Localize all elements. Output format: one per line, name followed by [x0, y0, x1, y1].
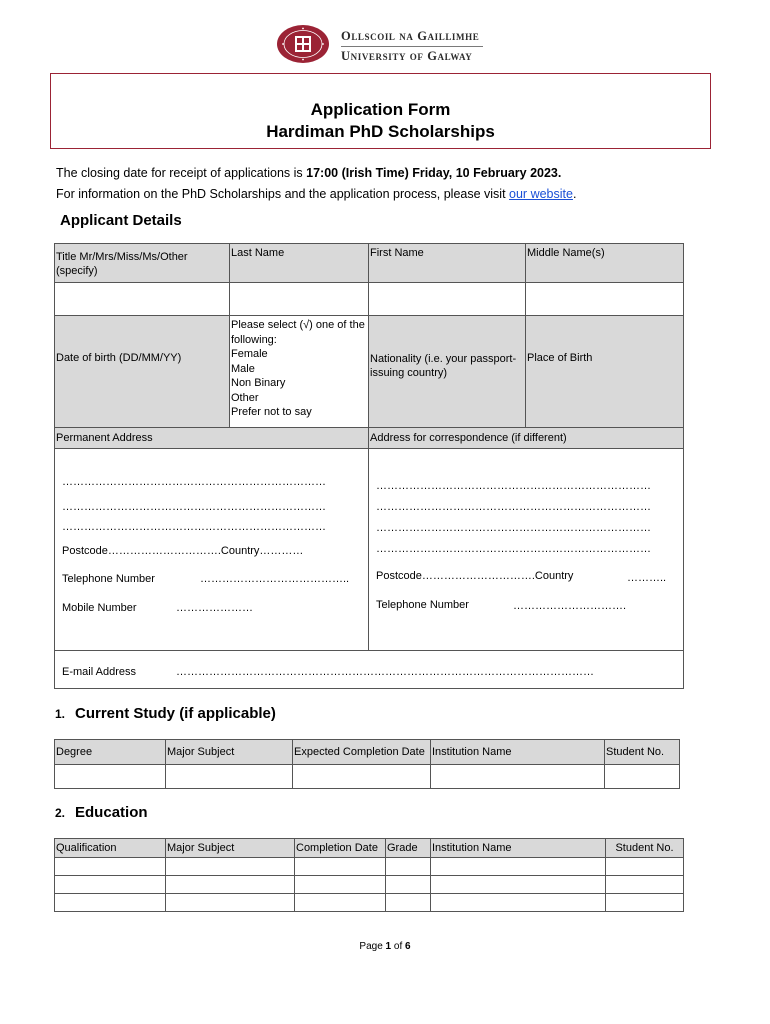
- intro-text: [56, 163, 576, 205]
- edu-row1-grade[interactable]: [386, 858, 431, 876]
- university-name-irish: Ollscoil na Gaillimhe: [341, 29, 480, 43]
- edu-row2-qualification[interactable]: [55, 876, 166, 894]
- institution-col-header: Institution Name: [431, 740, 605, 765]
- edu-row3-student-no[interactable]: [606, 894, 684, 912]
- applicant-details-heading: Applicant Details: [60, 212, 182, 229]
- edu-row2-institution[interactable]: [431, 876, 606, 894]
- university-name: [341, 29, 483, 64]
- last-name-label: Last Name: [230, 244, 369, 283]
- closing-date: 17:00 (Irish Time) Friday, 10 February 2023.: [306, 166, 562, 180]
- gender-prompt: Please select (√) one of the following:: [231, 319, 365, 346]
- education-heading: [55, 804, 148, 821]
- edu-row1-institution[interactable]: [431, 858, 606, 876]
- edu-row3-institution[interactable]: [431, 894, 606, 912]
- edu-row3-date[interactable]: [295, 894, 386, 912]
- first-name-field[interactable]: [369, 283, 526, 316]
- closing-prefix: The closing date for receipt of applications is: [56, 166, 307, 180]
- permanent-address-line-2: ………………………………………………………………: [62, 501, 326, 513]
- edu-row2-student-no[interactable]: [606, 876, 684, 894]
- grade-col-header: Grade: [386, 839, 431, 858]
- gender-cell[interactable]: [230, 316, 369, 428]
- permanent-address-label: Permanent Address: [55, 428, 369, 449]
- student-no-field[interactable]: [605, 765, 680, 789]
- title-box: [50, 73, 711, 149]
- current-study-title: Current Study (if applicable): [75, 705, 276, 722]
- postcode-country-left: Postcode………………………….Country…………: [62, 545, 304, 557]
- info-suffix: .: [572, 187, 577, 201]
- expected-completion-field[interactable]: [293, 765, 431, 789]
- page-total: 6: [405, 941, 411, 952]
- gender-option-female[interactable]: Female: [231, 348, 268, 360]
- completion-date-col-header: Completion Date: [295, 839, 386, 858]
- edu-row2-major[interactable]: [166, 876, 295, 894]
- nationality-label: Nationality (i.e. your passport-issuing country): [369, 316, 526, 428]
- education-table: [54, 838, 684, 912]
- website-link[interactable]: our website: [509, 187, 573, 201]
- current-study-heading: [55, 705, 276, 722]
- qualification-col-header: Qualification: [55, 839, 166, 858]
- of-word: of: [391, 941, 406, 952]
- edu-major-subject-col-header: Major Subject: [166, 839, 295, 858]
- edu-row1-student-no[interactable]: [606, 858, 684, 876]
- correspondence-address-line-4: …………………………………………………………………: [376, 543, 651, 555]
- current-study-number: 1.: [55, 707, 66, 721]
- correspondence-address-line-2: …………………………………………………………………: [376, 501, 651, 513]
- email-label: E-mail Address: [62, 666, 136, 678]
- middle-names-label: Middle Name(s): [526, 244, 684, 283]
- gender-option-prefer-not[interactable]: Prefer not to say: [231, 406, 312, 418]
- degree-col-header: Degree: [55, 740, 166, 765]
- edu-row3-major[interactable]: [166, 894, 295, 912]
- institution-field[interactable]: [431, 765, 605, 789]
- edu-institution-col-header: Institution Name: [431, 839, 606, 858]
- dob-label: Date of birth (DD/MM/YY): [55, 316, 230, 428]
- edu-row1-major[interactable]: [166, 858, 295, 876]
- info-line: [56, 184, 576, 205]
- title-field[interactable]: [55, 283, 230, 316]
- postcode-country-right: Postcode………………………….Country: [376, 570, 574, 582]
- applicant-table: [54, 243, 684, 689]
- edu-row2-grade[interactable]: [386, 876, 431, 894]
- page-word: Page: [359, 941, 386, 952]
- university-name-english: University of Galway: [341, 49, 473, 63]
- degree-field[interactable]: [55, 765, 166, 789]
- form-subtitle: Hardiman PhD Scholarships: [266, 122, 495, 141]
- edu-row2-date[interactable]: [295, 876, 386, 894]
- major-subject-col-header: Major Subject: [166, 740, 293, 765]
- email-dots: ……………………………………………………………………………………………………: [176, 666, 594, 678]
- closing-date-line: [56, 163, 576, 184]
- info-prefix: For information on the PhD Scholarships and the application process, please visit: [56, 187, 510, 201]
- page-footer: [0, 941, 770, 952]
- current-study-table: [54, 739, 680, 789]
- education-number: 2.: [55, 806, 66, 820]
- telephone-label-left: Telephone Number: [62, 573, 155, 585]
- correspondence-address-line-1: …………………………………………………………………: [376, 480, 651, 492]
- major-subject-field[interactable]: [166, 765, 293, 789]
- permanent-address-line-3: ………………………………………………………………: [62, 521, 326, 533]
- title-label: Title Mr/Mrs/Miss/Ms/Other (specify): [55, 244, 230, 283]
- permanent-address-line-1: ………………………………………………………………: [62, 476, 326, 488]
- telephone-label-right: Telephone Number: [376, 599, 469, 611]
- page-number: 1: [385, 941, 392, 952]
- edu-row3-qualification[interactable]: [55, 894, 166, 912]
- first-name-label: First Name: [369, 244, 526, 283]
- last-name-field[interactable]: [230, 283, 369, 316]
- telephone-dots-right: ………………………….: [513, 600, 627, 612]
- edu-row1-qualification[interactable]: [55, 858, 166, 876]
- telephone-dots-left: …………………………………..: [200, 573, 350, 585]
- education-title: Education: [75, 804, 148, 821]
- edu-row1-date[interactable]: [295, 858, 386, 876]
- edu-student-no-col-header: Student No.: [606, 839, 684, 858]
- mobile-label: Mobile Number: [62, 602, 137, 614]
- edu-row3-grade[interactable]: [386, 894, 431, 912]
- correspondence-address-line-3: …………………………………………………………………: [376, 522, 651, 534]
- gender-option-other[interactable]: Other: [231, 391, 259, 404]
- gender-option-male[interactable]: Male: [231, 362, 255, 375]
- student-no-col-header: Student No.: [605, 740, 680, 765]
- place-of-birth-label: Place of Birth: [526, 316, 684, 428]
- country-dots-right: ………..: [627, 572, 667, 584]
- name-divider: [341, 46, 483, 47]
- expected-completion-col-header: Expected Completion Date: [293, 740, 431, 765]
- middle-names-field[interactable]: [526, 283, 684, 316]
- mobile-dots: …………………: [176, 602, 253, 614]
- correspondence-address-label: Address for correspondence (if different): [369, 428, 684, 449]
- gender-option-non-binary[interactable]: Non Binary: [231, 377, 286, 389]
- form-title: Application Form: [310, 100, 451, 119]
- university-crest-logo: [276, 24, 330, 64]
